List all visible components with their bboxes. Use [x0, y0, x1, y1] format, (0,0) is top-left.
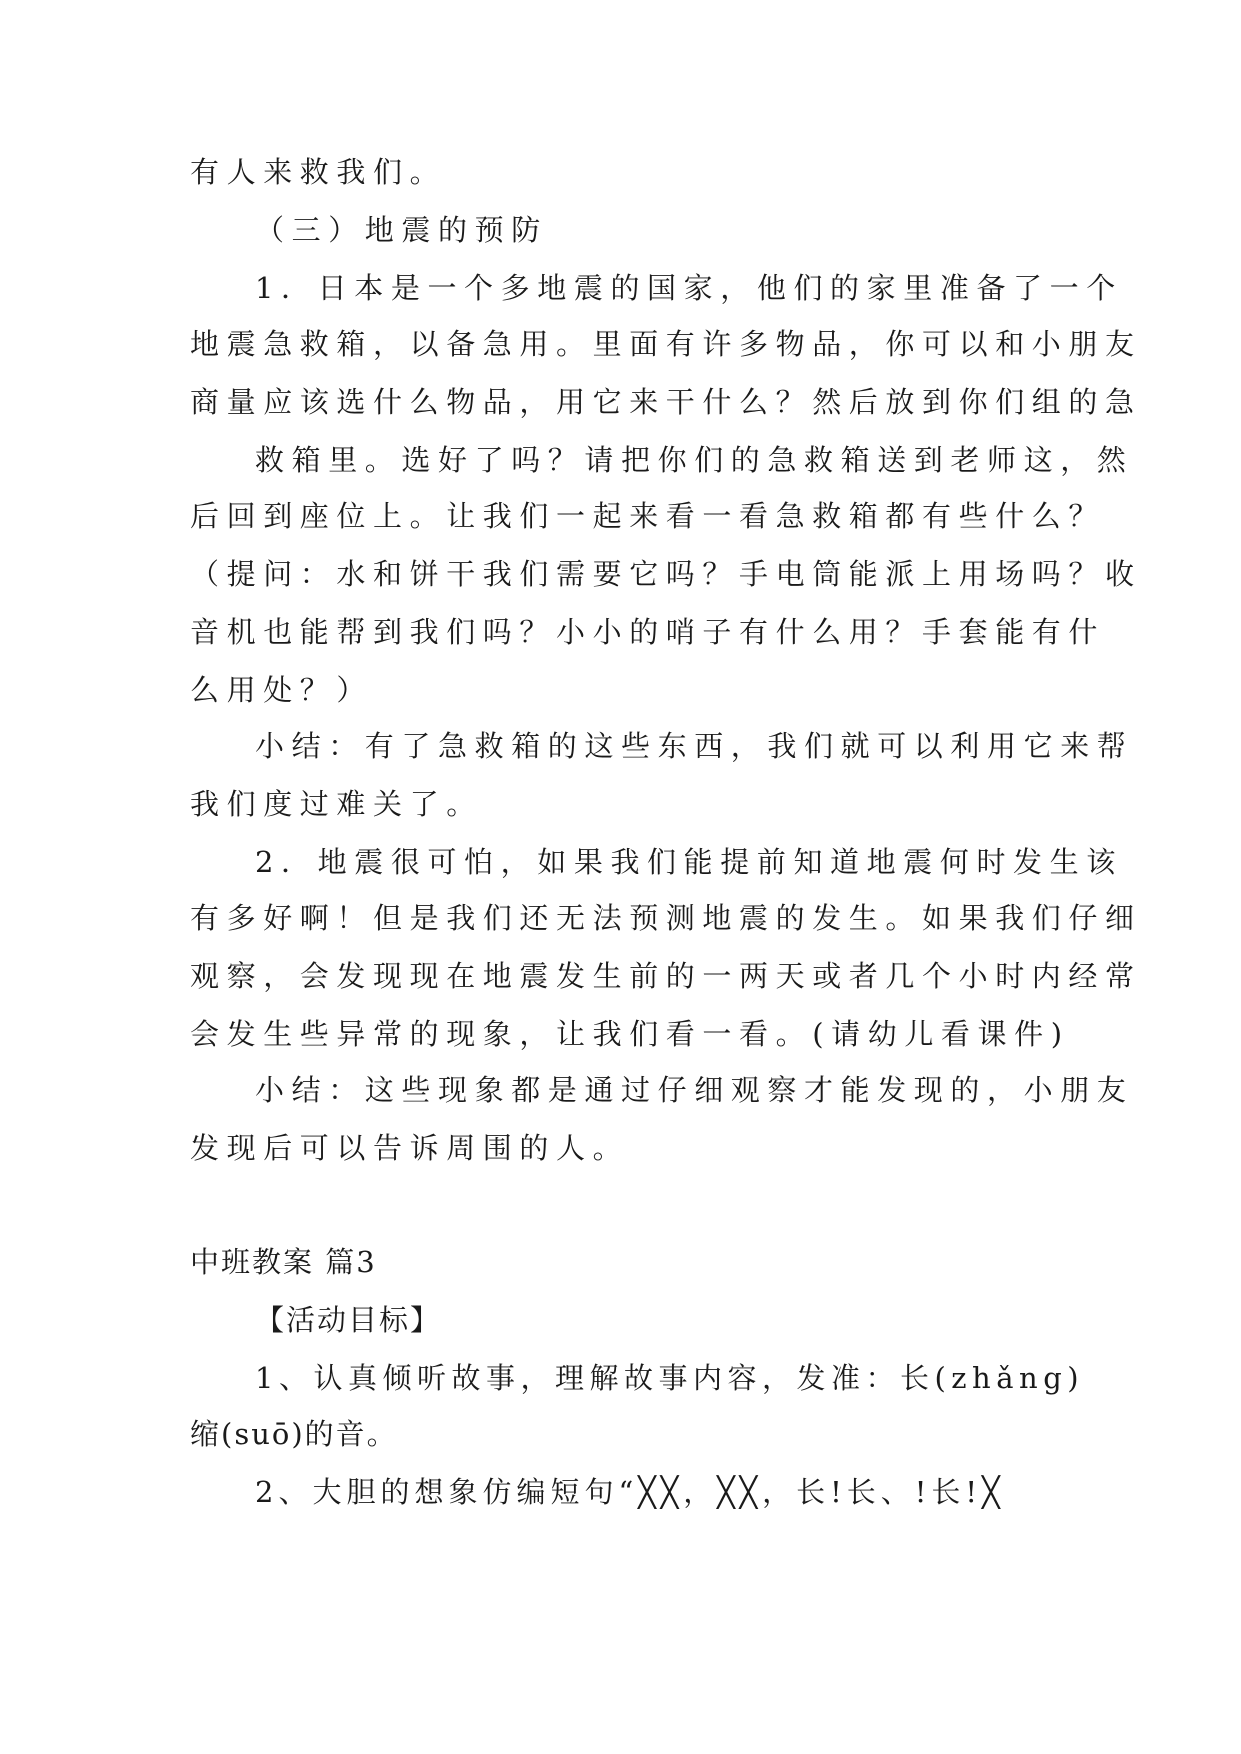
paragraph-line: 发现后可以告诉周围的人。 — [190, 1131, 630, 1165]
paragraph-line: 1、认真倾听故事，理解故事内容，发准：长(zhǎng) — [255, 1361, 1085, 1395]
paragraph-line: 有多好啊！但是我们还无法预测地震的发生。如果我们仔细 — [190, 901, 1142, 935]
paragraph-line: 有人来救我们。 — [190, 155, 447, 189]
paragraph-line: 地震急救箱，以备急用。里面有许多物品，你可以和小朋友 — [190, 327, 1142, 361]
subsection-heading: 【活动目标】 — [255, 1303, 442, 1337]
section-title: 中班教案 篇3 — [190, 1245, 377, 1279]
section-heading: （三）地震的预防 — [255, 213, 548, 247]
paragraph-line: 2、大胆的想象仿编短句“╳╳，╳╳，长!长、!长!╳ — [255, 1475, 1005, 1509]
summary-line: 小结：这些现象都是通过仔细观察才能发现的，小朋友 — [255, 1073, 1134, 1107]
paragraph-line: 缩(suō)的音。 — [190, 1417, 398, 1451]
paragraph-line: 1．日本是一个多地震的国家，他们的家里准备了一个 — [255, 271, 1123, 305]
paragraph-line: 救箱里。选好了吗？请把你们的急救箱送到老师这，然 — [255, 443, 1134, 477]
paragraph-line: （提问：水和饼干我们需要它吗？手电筒能派上用场吗？收 — [190, 557, 1142, 591]
paragraph-line: 观察，会发现现在地震发生前的一两天或者几个小时内经常 — [190, 959, 1142, 993]
paragraph-line: 音机也能帮到我们吗？小小的哨子有什么用？手套能有什 — [190, 615, 1106, 649]
paragraph-line: 后回到座位上。让我们一起来看一看急救箱都有些什么？ — [190, 499, 1106, 533]
summary-line: 小结：有了急救箱的这些东西，我们就可以利用它来帮 — [255, 729, 1134, 763]
paragraph-line: 商量应该选什么物品，用它来干什么？然后放到你们组的急 — [190, 385, 1142, 419]
paragraph-line: 么用处？） — [190, 673, 374, 707]
paragraph-line: 我们度过难关了。 — [190, 787, 483, 821]
paragraph-line: 2．地震很可怕，如果我们能提前知道地震何时发生该 — [255, 845, 1123, 879]
paragraph-line: 会发生些异常的现象，让我们看一看。(请幼儿看课件) — [190, 1017, 1070, 1051]
